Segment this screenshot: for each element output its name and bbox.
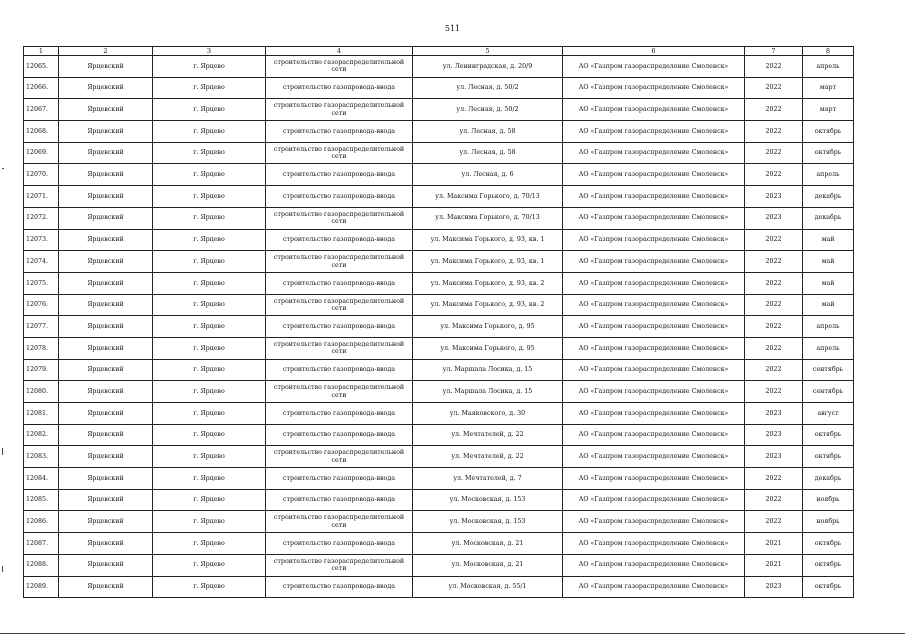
year-cell: 2022	[745, 229, 803, 251]
address-cell: ул. Мечтателей, д. 22	[413, 446, 563, 468]
month-cell: май	[803, 272, 854, 294]
district-cell: Ярцевский	[59, 533, 153, 555]
locality-cell: г. Ярцево	[153, 468, 266, 490]
table-row	[24, 142, 854, 164]
address-cell: ул. Максима Горького, д. 93, кв. 1	[413, 251, 563, 273]
locality-cell: г. Ярцево	[153, 272, 266, 294]
year-cell: 2022	[745, 337, 803, 359]
district-cell: Ярцевский	[59, 294, 153, 316]
locality-cell: г. Ярцево	[153, 316, 266, 338]
table-row	[24, 554, 854, 576]
locality-cell: г. Ярцево	[153, 56, 266, 78]
page-number: 511	[444, 24, 461, 33]
district-cell: Ярцевский	[59, 424, 153, 446]
district-cell: Ярцевский	[59, 164, 153, 186]
table-row	[24, 381, 854, 403]
row-number-cell: 12085.	[24, 489, 59, 511]
row-number-cell: 12074.	[24, 251, 59, 273]
table-row	[24, 316, 854, 338]
district-cell: Ярцевский	[59, 446, 153, 468]
locality-cell: г. Ярцево	[153, 381, 266, 403]
month-cell: апрель	[803, 56, 854, 78]
column-header: 1	[24, 47, 59, 56]
month-cell: декабрь	[803, 468, 854, 490]
year-cell: 2022	[745, 99, 803, 121]
month-cell: ноябрь	[803, 511, 854, 533]
work-type-cell: строительство газопровода-ввода	[266, 272, 413, 294]
locality-cell: г. Ярцево	[153, 164, 266, 186]
row-number-cell: 12079.	[24, 359, 59, 381]
month-cell: май	[803, 229, 854, 251]
address-cell: ул. Московская, д. 153	[413, 489, 563, 511]
year-cell: 2022	[745, 468, 803, 490]
address-cell: ул. Маяковского, д. 30	[413, 403, 563, 425]
organization-cell: АО «Газпром газораспределение Смоленск»	[563, 56, 745, 78]
organization-cell: АО «Газпром газораспределение Смоленск»	[563, 99, 745, 121]
year-cell: 2022	[745, 77, 803, 99]
row-number-cell: 12081.	[24, 403, 59, 425]
year-cell: 2021	[745, 554, 803, 576]
month-cell: октябрь	[803, 424, 854, 446]
district-cell: Ярцевский	[59, 229, 153, 251]
row-number-cell: 12078.	[24, 337, 59, 359]
year-cell: 2023	[745, 576, 803, 598]
year-cell: 2023	[745, 207, 803, 229]
column-header: 4	[266, 47, 413, 56]
work-type-cell: строительство газопровода-ввода	[266, 489, 413, 511]
work-type-cell: строительство газораспределительной сети	[266, 381, 413, 403]
month-cell: апрель	[803, 337, 854, 359]
work-type-cell: строительство газопровода-ввода	[266, 229, 413, 251]
month-cell: октябрь	[803, 554, 854, 576]
year-cell: 2022	[745, 489, 803, 511]
month-cell: март	[803, 99, 854, 121]
address-cell: ул. Максима Горького, д. 93, кв. 1	[413, 229, 563, 251]
district-cell: Ярцевский	[59, 142, 153, 164]
organization-cell: АО «Газпром газораспределение Смоленск»	[563, 337, 745, 359]
address-cell: ул. Максима Горького, д. 70/13	[413, 207, 563, 229]
table-row	[24, 533, 854, 555]
organization-cell: АО «Газпром газораспределение Смоленск»	[563, 142, 745, 164]
work-type-cell: строительство газопровода-ввода	[266, 164, 413, 186]
table-row	[24, 359, 854, 381]
work-type-cell: строительство газораспределительной сети	[266, 554, 413, 576]
work-type-cell: строительство газораспределительной сети	[266, 511, 413, 533]
row-number-cell: 12075.	[24, 272, 59, 294]
organization-cell: АО «Газпром газораспределение Смоленск»	[563, 251, 745, 273]
district-cell: Ярцевский	[59, 207, 153, 229]
month-cell: октябрь	[803, 533, 854, 555]
locality-cell: г. Ярцево	[153, 207, 266, 229]
month-cell: октябрь	[803, 446, 854, 468]
locality-cell: г. Ярцево	[153, 77, 266, 99]
month-cell: март	[803, 77, 854, 99]
locality-cell: г. Ярцево	[153, 337, 266, 359]
row-number-cell: 12071.	[24, 186, 59, 208]
work-type-cell: строительство газопровода-ввода	[266, 77, 413, 99]
year-cell: 2023	[745, 446, 803, 468]
table-row	[24, 272, 854, 294]
locality-cell: г. Ярцево	[153, 446, 266, 468]
table-row	[24, 337, 854, 359]
month-cell: май	[803, 251, 854, 273]
work-type-cell: строительство газопровода-ввода	[266, 359, 413, 381]
work-type-cell: строительство газораспределительной сети	[266, 99, 413, 121]
month-cell: октябрь	[803, 142, 854, 164]
address-cell: ул. Максима Горького, д. 93, кв. 2	[413, 294, 563, 316]
row-number-cell: 12077.	[24, 316, 59, 338]
month-cell: декабрь	[803, 207, 854, 229]
work-type-cell: строительство газораспределительной сети	[266, 142, 413, 164]
scan-margin-mark	[2, 448, 3, 455]
year-cell: 2022	[745, 251, 803, 273]
month-cell: август	[803, 403, 854, 425]
district-cell: Ярцевский	[59, 381, 153, 403]
address-cell: ул. Лесная, д. 58	[413, 121, 563, 143]
organization-cell: АО «Газпром газораспределение Смоленск»	[563, 294, 745, 316]
year-cell: 2022	[745, 56, 803, 78]
organization-cell: АО «Газпром газораспределение Смоленск»	[563, 229, 745, 251]
locality-cell: г. Ярцево	[153, 121, 266, 143]
table-row	[24, 511, 854, 533]
organization-cell: АО «Газпром газораспределение Смоленск»	[563, 533, 745, 555]
organization-cell: АО «Газпром газораспределение Смоленск»	[563, 186, 745, 208]
address-cell: ул. Лесная, д. 50/2	[413, 99, 563, 121]
locality-cell: г. Ярцево	[153, 229, 266, 251]
work-type-cell: строительство газопровода-ввода	[266, 533, 413, 555]
year-cell: 2021	[745, 533, 803, 555]
locality-cell: г. Ярцево	[153, 294, 266, 316]
table-row	[24, 77, 854, 99]
district-cell: Ярцевский	[59, 121, 153, 143]
locality-cell: г. Ярцево	[153, 99, 266, 121]
organization-cell: АО «Газпром газораспределение Смоленск»	[563, 424, 745, 446]
district-cell: Ярцевский	[59, 251, 153, 273]
row-number-cell: 12076.	[24, 294, 59, 316]
column-header: 5	[413, 47, 563, 56]
table-row	[24, 251, 854, 273]
district-cell: Ярцевский	[59, 272, 153, 294]
table-body	[24, 56, 854, 598]
year-cell: 2022	[745, 381, 803, 403]
gasification-schedule-table	[23, 46, 854, 598]
work-type-cell: строительство газопровода-ввода	[266, 576, 413, 598]
column-number-row	[24, 47, 854, 56]
district-cell: Ярцевский	[59, 554, 153, 576]
locality-cell: г. Ярцево	[153, 576, 266, 598]
year-cell: 2022	[745, 294, 803, 316]
district-cell: Ярцевский	[59, 77, 153, 99]
row-number-cell: 12086.	[24, 511, 59, 533]
year-cell: 2022	[745, 272, 803, 294]
locality-cell: г. Ярцево	[153, 554, 266, 576]
column-header: 2	[59, 47, 153, 56]
district-cell: Ярцевский	[59, 468, 153, 490]
table-row	[24, 446, 854, 468]
locality-cell: г. Ярцево	[153, 403, 266, 425]
address-cell: ул. Московская, д. 21	[413, 533, 563, 555]
work-type-cell: строительство газопровода-ввода	[266, 186, 413, 208]
locality-cell: г. Ярцево	[153, 533, 266, 555]
row-number-cell: 12089.	[24, 576, 59, 598]
work-type-cell: строительство газораспределительной сети	[266, 294, 413, 316]
work-type-cell: строительство газораспределительной сети	[266, 56, 413, 78]
row-number-cell: 12070.	[24, 164, 59, 186]
month-cell: май	[803, 294, 854, 316]
district-cell: Ярцевский	[59, 316, 153, 338]
scan-margin-mark	[2, 566, 3, 572]
year-cell: 2022	[745, 121, 803, 143]
year-cell: 2022	[745, 316, 803, 338]
column-header: 6	[563, 47, 745, 56]
row-number-cell: 12084.	[24, 468, 59, 490]
year-cell: 2022	[745, 511, 803, 533]
locality-cell: г. Ярцево	[153, 142, 266, 164]
month-cell: сентябрь	[803, 359, 854, 381]
address-cell: ул. Маршала Лосика, д. 15	[413, 359, 563, 381]
table-row	[24, 468, 854, 490]
district-cell: Ярцевский	[59, 99, 153, 121]
year-cell: 2023	[745, 186, 803, 208]
table-row	[24, 207, 854, 229]
district-cell: Ярцевский	[59, 186, 153, 208]
table-row	[24, 403, 854, 425]
district-cell: Ярцевский	[59, 489, 153, 511]
district-cell: Ярцевский	[59, 56, 153, 78]
locality-cell: г. Ярцево	[153, 251, 266, 273]
work-type-cell: строительство газопровода-ввода	[266, 424, 413, 446]
district-cell: Ярцевский	[59, 511, 153, 533]
organization-cell: АО «Газпром газораспределение Смоленск»	[563, 446, 745, 468]
work-type-cell: строительство газораспределительной сети	[266, 446, 413, 468]
month-cell: октябрь	[803, 121, 854, 143]
district-cell: Ярцевский	[59, 337, 153, 359]
organization-cell: АО «Газпром газораспределение Смоленск»	[563, 576, 745, 598]
row-number-cell: 12072.	[24, 207, 59, 229]
year-cell: 2023	[745, 424, 803, 446]
month-cell: декабрь	[803, 186, 854, 208]
table-row	[24, 164, 854, 186]
address-cell: ул. Максима Горького, д. 93, кв. 2	[413, 272, 563, 294]
address-cell: ул. Маршала Лосика, д. 15	[413, 381, 563, 403]
address-cell: ул. Московская, д. 153	[413, 511, 563, 533]
table-row	[24, 186, 854, 208]
work-type-cell: строительство газораспределительной сети	[266, 251, 413, 273]
locality-cell: г. Ярцево	[153, 359, 266, 381]
column-header: 7	[745, 47, 803, 56]
locality-cell: г. Ярцево	[153, 424, 266, 446]
row-number-cell: 12067.	[24, 99, 59, 121]
table-row	[24, 424, 854, 446]
row-number-cell: 12066.	[24, 77, 59, 99]
district-cell: Ярцевский	[59, 403, 153, 425]
scan-bottom-edge	[0, 633, 905, 634]
row-number-cell: 12083.	[24, 446, 59, 468]
table-row	[24, 294, 854, 316]
locality-cell: г. Ярцево	[153, 186, 266, 208]
organization-cell: АО «Газпром газораспределение Смоленск»	[563, 511, 745, 533]
organization-cell: АО «Газпром газораспределение Смоленск»	[563, 316, 745, 338]
work-type-cell: строительство газопровода-ввода	[266, 468, 413, 490]
organization-cell: АО «Газпром газораспределение Смоленск»	[563, 207, 745, 229]
month-cell: сентябрь	[803, 381, 854, 403]
year-cell: 2022	[745, 142, 803, 164]
work-type-cell: строительство газопровода-ввода	[266, 316, 413, 338]
organization-cell: АО «Газпром газораспределение Смоленск»	[563, 272, 745, 294]
month-cell: апрель	[803, 164, 854, 186]
address-cell: ул. Лесная, д. 58	[413, 142, 563, 164]
locality-cell: г. Ярцево	[153, 511, 266, 533]
table-row	[24, 576, 854, 598]
organization-cell: АО «Газпром газораспределение Смоленск»	[563, 121, 745, 143]
year-cell: 2022	[745, 164, 803, 186]
address-cell: ул. Мечтателей, д. 22	[413, 424, 563, 446]
table-row	[24, 56, 854, 78]
address-cell: ул. Максима Горького, д. 95	[413, 337, 563, 359]
row-number-cell: 12073.	[24, 229, 59, 251]
organization-cell: АО «Газпром газораспределение Смоленск»	[563, 381, 745, 403]
address-cell: ул. Московская, д. 21	[413, 554, 563, 576]
month-cell: апрель	[803, 316, 854, 338]
row-number-cell: 12069.	[24, 142, 59, 164]
table-row	[24, 229, 854, 251]
address-cell: ул. Лесная, д. 6	[413, 164, 563, 186]
district-cell: Ярцевский	[59, 359, 153, 381]
work-type-cell: строительство газопровода-ввода	[266, 403, 413, 425]
address-cell: ул. Ленинградская, д. 20/9	[413, 56, 563, 78]
year-cell: 2022	[745, 359, 803, 381]
organization-cell: АО «Газпром газораспределение Смоленск»	[563, 164, 745, 186]
organization-cell: АО «Газпром газораспределение Смоленск»	[563, 77, 745, 99]
month-cell: ноябрь	[803, 489, 854, 511]
column-header: 3	[153, 47, 266, 56]
district-cell: Ярцевский	[59, 576, 153, 598]
row-number-cell: 12087.	[24, 533, 59, 555]
table-row	[24, 121, 854, 143]
address-cell: ул. Максима Горького, д. 95	[413, 316, 563, 338]
organization-cell: АО «Газпром газораспределение Смоленск»	[563, 403, 745, 425]
table-row	[24, 489, 854, 511]
organization-cell: АО «Газпром газораспределение Смоленск»	[563, 489, 745, 511]
row-number-cell: 12080.	[24, 381, 59, 403]
address-cell: ул. Московская, д. 55/1	[413, 576, 563, 598]
address-cell: ул. Максима Горького, д. 70/13	[413, 186, 563, 208]
row-number-cell: 12088.	[24, 554, 59, 576]
month-cell: октябрь	[803, 576, 854, 598]
work-type-cell: строительство газопровода-ввода	[266, 121, 413, 143]
organization-cell: АО «Газпром газораспределение Смоленск»	[563, 359, 745, 381]
row-number-cell: 12068.	[24, 121, 59, 143]
address-cell: ул. Лесная, д. 50/2	[413, 77, 563, 99]
row-number-cell: 12065.	[24, 56, 59, 78]
table-row	[24, 99, 854, 121]
address-cell: ул. Мечтателей, д. 7	[413, 468, 563, 490]
row-number-cell: 12082.	[24, 424, 59, 446]
locality-cell: г. Ярцево	[153, 489, 266, 511]
work-type-cell: строительство газораспределительной сети	[266, 207, 413, 229]
scan-margin-mark	[2, 168, 4, 169]
year-cell: 2023	[745, 403, 803, 425]
organization-cell: АО «Газпром газораспределение Смоленск»	[563, 554, 745, 576]
work-type-cell: строительство газораспределительной сети	[266, 337, 413, 359]
column-header: 8	[803, 47, 854, 56]
organization-cell: АО «Газпром газораспределение Смоленск»	[563, 468, 745, 490]
